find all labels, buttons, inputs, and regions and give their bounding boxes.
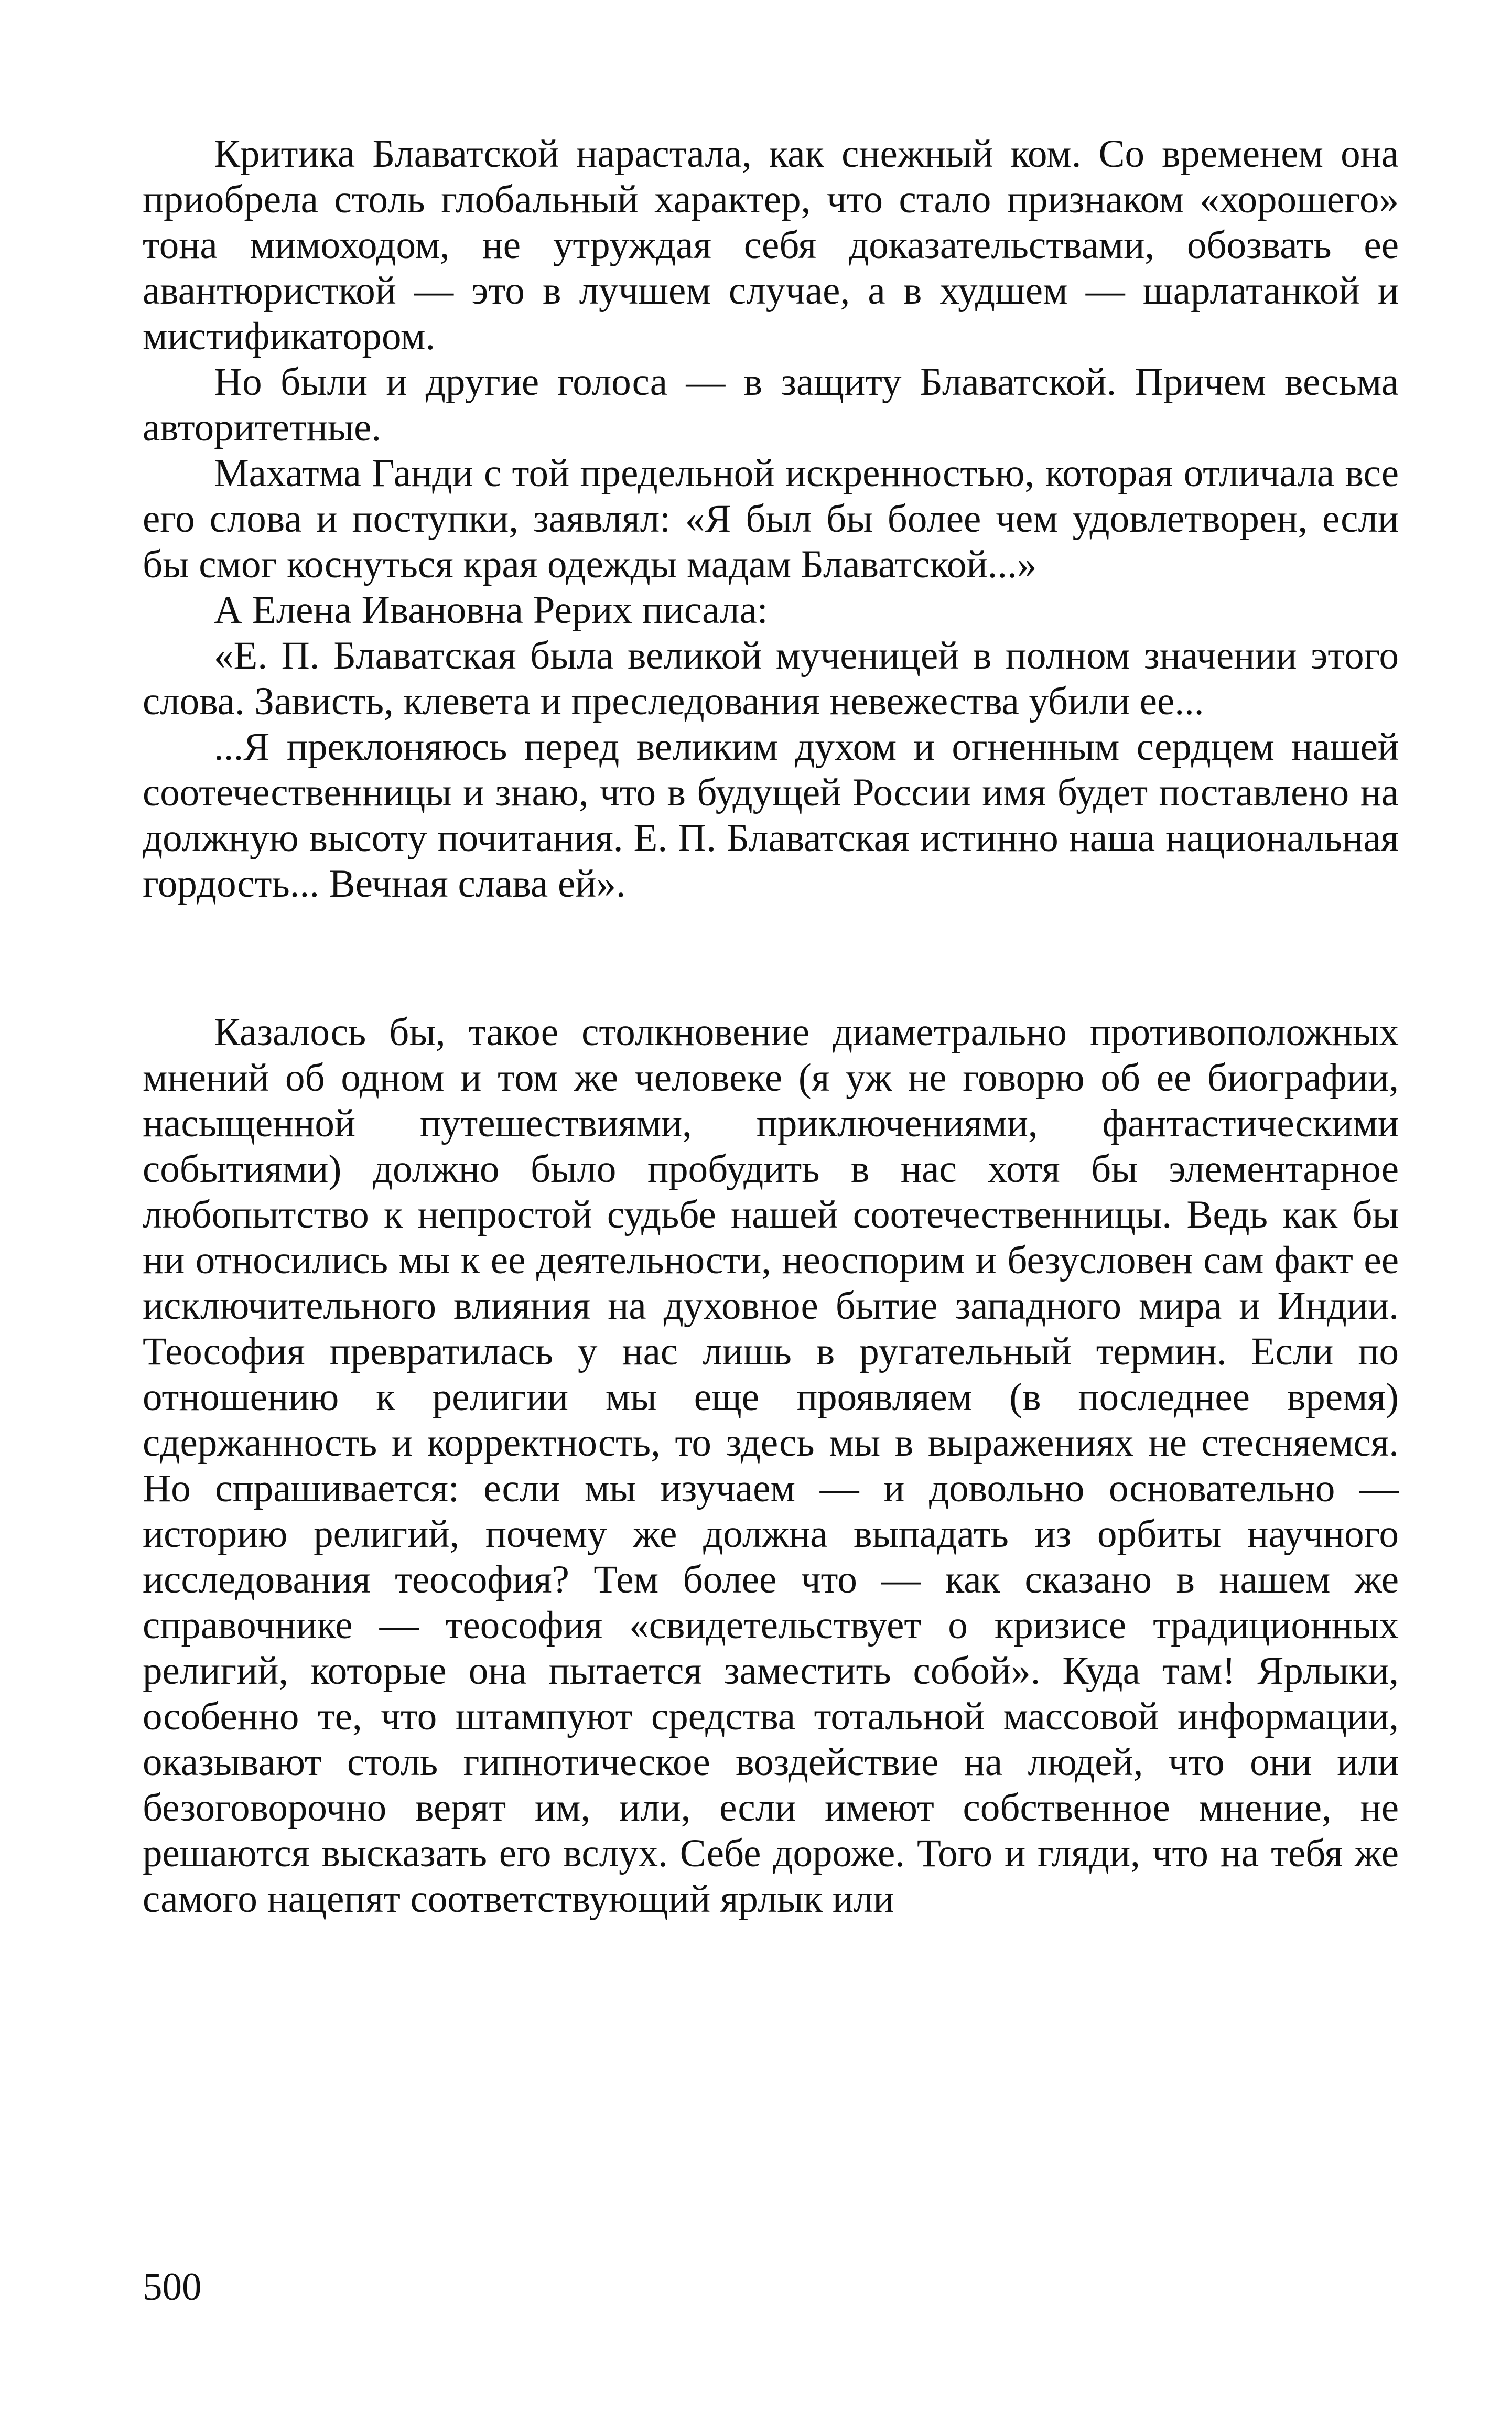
paragraph-theosophy-discussion: Казалось бы, такое столкновение диаметрально противоположных мнений об одном и том же человеке (я уж не говорю об ее биографии, насыщенной путешествиями, приключениями, фантастическими событиями) должно было пробудить в нас хотя бы элементарное любопытство к непростой судьбе нашей соотечественницы. Ведь как бы ни относились мы к ее деятельности, неоспорим и безусловен сам факт ее исключительного влияния на духовное бытие западного мира и Индии. Теософия превратилась у нас лишь в ругательный термин. Если по отношению к религии мы еще проявляем (в последнее время) сдержанность и корректность, то здесь мы в выражениях не стесняемся. Но спрашивается: если мы изучаем — и довольно основательно — историю религий, почему же должна выпадать из орбиты научного исследования теософия? Тем более что — как сказано в нашем же справочнике — теософия «свидетельствует о кризисе традиционных религий, которые она пытается заместить собой». Куда там! Ярлыки, особенно те, что штампуют средства тотальной массовой информации, оказывают столь гипнотическое воздействие на людей, что они или безоговорочно верят им, или, если имеют собственное мнение, не решаются высказать его вслух. Себе дороже. Того и гляди, что на тебя же самого нацепят соответствующий ярлык или <box>143 1010 1399 1921</box>
section-break <box>143 907 1399 1009</box>
paragraph-roerich-quote-2: ...Я преклоняюсь перед великим духом и огненным сердцем нашей соотечественницы и знаю, что в будущей России имя будет поставлено на должную высоту почитания. Е. П. Блаватская истинно наша национальная гордость... Вечная слава ей». <box>143 725 1399 906</box>
paragraph-roerich-intro: А Елена Ивановна Рерих писала: <box>214 588 768 632</box>
paragraph-roerich-quote-1: «Е. П. Блаватская была великой мученицей в полном значении этого слова. Зависть, клевета и преследования невежества убили ее... <box>143 634 1399 723</box>
paragraph-other-voices: Но были и другие голоса — в защиту Блаватской. Причем весьма авторитетные. <box>143 360 1399 449</box>
page-number: 500 <box>143 2265 202 2309</box>
paragraph-criticism: Критика Блаватской нарастала, как снежный ком. Со временем она приобрела столь глобальный характер, что стало признаком «хорошего» тона мимоходом, не утруждая себя доказательствами, обозвать ее авантюристкой — это в лучшем случае, а в худшем — шарлатанкой и мистификатором. <box>143 132 1399 358</box>
page-body <box>143 131 1399 1922</box>
paragraph-gandhi-quote: Махатма Ганди с той предельной искренностью, которая отличала все его слова и поступки, заявлял: «Я был бы более чем удовлетворен, если бы смог коснуться края одежды мадам Блаватской...» <box>143 451 1399 586</box>
